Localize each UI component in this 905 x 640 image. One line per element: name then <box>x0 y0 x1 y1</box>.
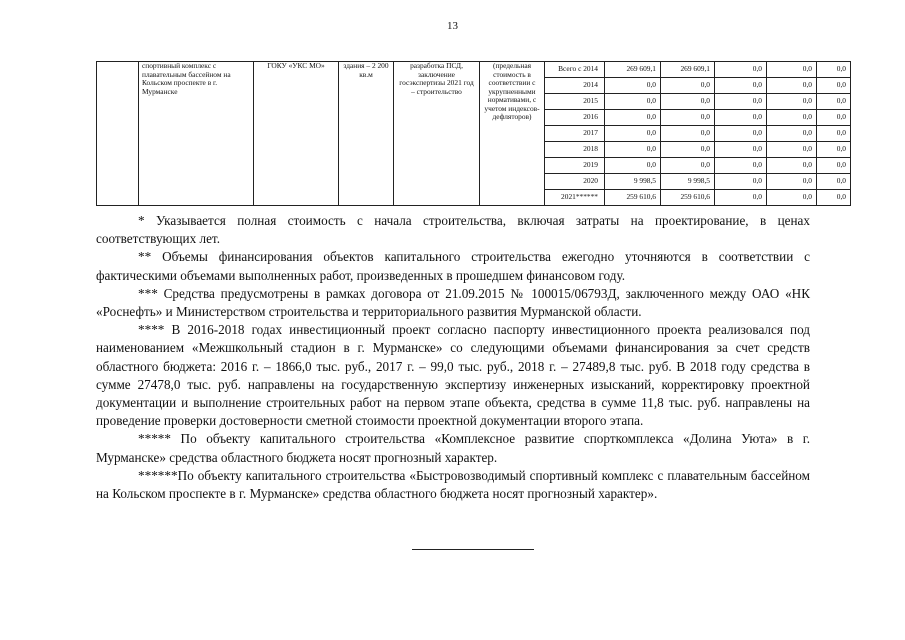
footnote: **** В 2016-2018 годах инвестиционный проект согласно паспорту инвестиционного проекта реализовался под наименованием «Межшкольный стадион в г. Мурманске» со следующими объемами финансирования за счет средств областного бюджета: 2016 г. – 1866,0 тыс. руб., 2017 г. – 99,0 тыс. руб., 2018 г. – 27489,8 тыс. руб. В 2018 году средства в сумме 27478,0 тыс. руб. направлены на государственную экспертизу инженерных изысканий, корректировку проектной документации и выполнение строительных работ на первом этапе объекта, средства в сумме 11,8 тыс. руб. направлены на проведение проверки достоверности сметной стоимости проектной документации второго этапа. <box>96 322 810 429</box>
year-cell: 2016 <box>545 110 605 126</box>
value-cell: 0,0 <box>605 158 661 174</box>
year-cell: Всего с 2014 <box>545 62 605 78</box>
value-cell: 0,0 <box>817 62 851 78</box>
value-cell: 0,0 <box>817 174 851 190</box>
value-cell: 0,0 <box>715 78 767 94</box>
number-cell <box>97 62 139 206</box>
value-cell: 0,0 <box>605 126 661 142</box>
value-cell: 0,0 <box>767 110 817 126</box>
page-number: 13 <box>447 20 458 32</box>
value-cell: 0,0 <box>817 158 851 174</box>
value-cell: 9 998,5 <box>605 174 661 190</box>
value-cell: 0,0 <box>767 94 817 110</box>
value-cell: 0,0 <box>661 110 715 126</box>
value-cell: 0,0 <box>605 94 661 110</box>
value-cell: 0,0 <box>661 142 715 158</box>
footnote: *** Средства предусмотрены в рамках договора от 21.09.2015 № 100015/06793Д, заключенного между ОАО «НК «Роснефть» и Министерством строительства и территориального развития Мурманской области. <box>96 285 810 320</box>
value-cell: 0,0 <box>767 158 817 174</box>
footnotes <box>96 212 810 503</box>
footnote: * Указывается полная стоимость с начала строительства, включая затраты на проектирование, в ценах соответствующих лет. <box>96 213 810 247</box>
value-cell: 0,0 <box>715 190 767 206</box>
value-cell: 0,0 <box>767 190 817 206</box>
footnote: ***** По объекту капитального строительства «Комплексное развитие спорткомплекса «Долина Уюта» в г. Мурманске» средства областного бюджета носят прогнозный характер. <box>96 431 810 465</box>
value-cell: 0,0 <box>715 174 767 190</box>
value-cell: 0,0 <box>767 126 817 142</box>
capacity-cell: здания – 2 200 кв.м <box>339 62 394 206</box>
value-cell: 0,0 <box>661 126 715 142</box>
value-cell: 0,0 <box>767 78 817 94</box>
value-cell: 259 610,6 <box>605 190 661 206</box>
value-cell: 0,0 <box>661 94 715 110</box>
value-cell: 0,0 <box>605 110 661 126</box>
value-cell: 0,0 <box>661 78 715 94</box>
year-cell: 2021****** <box>545 190 605 206</box>
value-cell: 0,0 <box>817 126 851 142</box>
cost-note-cell: (предельная стоимость в соответствии с укрупненными нормативами, с учетом индексов-дефляторов) <box>480 62 545 206</box>
value-cell: 0,0 <box>767 142 817 158</box>
value-cell: 0,0 <box>817 94 851 110</box>
value-cell: 0,0 <box>817 142 851 158</box>
year-cell: 2015 <box>545 94 605 110</box>
year-cell: 2019 <box>545 158 605 174</box>
value-cell: 0,0 <box>661 158 715 174</box>
table-row <box>97 62 851 78</box>
object-name-cell: спортивный комплекс с плавательным бассейном на Кольском проспекте в г. Мурманске <box>139 62 254 206</box>
value-cell: 259 610,6 <box>661 190 715 206</box>
value-cell: 0,0 <box>767 62 817 78</box>
footnote: ******По объекту капитального строительства «Быстровозводимый спортивный комплекс с плавательным бассейном на Кольском проспекте в г. Мурманске» средства областного бюджета носят прогнозный характер». <box>96 467 810 502</box>
year-cell: 2017 <box>545 126 605 142</box>
value-cell: 0,0 <box>715 62 767 78</box>
closing-rule <box>412 549 534 550</box>
value-cell: 9 998,5 <box>661 174 715 190</box>
value-cell: 0,0 <box>605 142 661 158</box>
value-cell: 0,0 <box>715 94 767 110</box>
customer-cell: ГОКУ «УКС МО» <box>254 62 339 206</box>
value-cell: 0,0 <box>767 174 817 190</box>
footnote: ** Объемы финансирования объектов капитального строительства ежегодно уточняются в соответствии с фактическими объемами выполненных работ, произведенных в прошедшем финансовом году. <box>96 249 810 283</box>
value-cell: 0,0 <box>715 158 767 174</box>
value-cell: 269 609,1 <box>661 62 715 78</box>
financing-table <box>96 61 851 206</box>
value-cell: 0,0 <box>605 78 661 94</box>
value-cell: 0,0 <box>817 78 851 94</box>
value-cell: 0,0 <box>715 110 767 126</box>
value-cell: 0,0 <box>817 110 851 126</box>
value-cell: 0,0 <box>715 142 767 158</box>
year-cell: 2018 <box>545 142 605 158</box>
value-cell: 0,0 <box>817 190 851 206</box>
year-cell: 2020 <box>545 174 605 190</box>
value-cell: 0,0 <box>715 126 767 142</box>
value-cell: 269 609,1 <box>605 62 661 78</box>
year-cell: 2014 <box>545 78 605 94</box>
stage-cell: разработка ПСД, заключение госэкспертизы 2021 год – строительство <box>394 62 480 206</box>
